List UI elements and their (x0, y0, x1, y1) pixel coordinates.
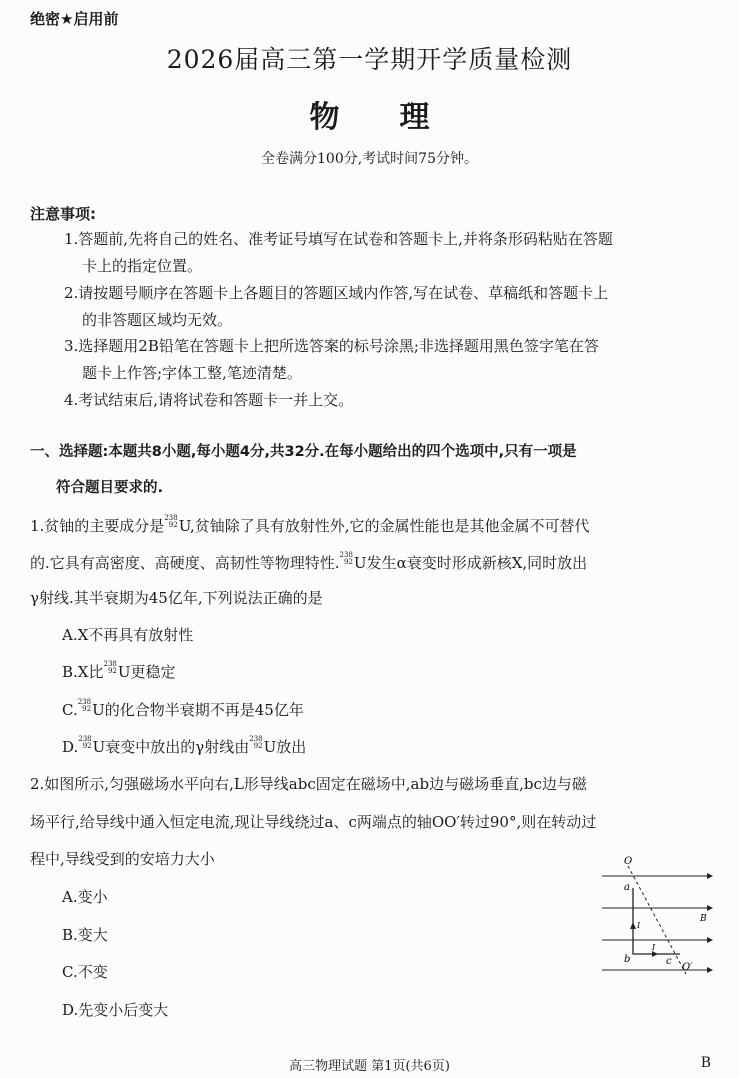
isotope-notation: 238 92 (164, 514, 178, 529)
label-b-field: B (700, 914, 707, 924)
subject-char-1: 物 (309, 100, 340, 135)
label-o: O (624, 856, 633, 867)
q2-line-3: 程中,导线受到的安培力大小 (30, 850, 215, 868)
label-b: b (624, 954, 631, 965)
notice-line: 卡上的指定位置。 (82, 257, 203, 275)
q2-option-b: B.变大 (62, 926, 108, 944)
subject-char-2: 理 (399, 100, 430, 135)
isotope-notation: 238 92 (77, 698, 92, 713)
label-o-prime: O′ (682, 962, 693, 973)
score-info: 全卷满分100分,考试时间75分钟。 (261, 151, 478, 167)
isotope-notation: 238 92 (249, 735, 263, 750)
notice-line: 题卡上作答;字体工整,笔迹清楚。 (82, 364, 302, 382)
axis-line (628, 866, 686, 974)
section-heading: 一、选择题:本题共8小题,每小题4分,共32分.在每小题给出的四个选项中,只有一项是 (30, 444, 577, 460)
section-heading-cont: 符合题目要求的. (56, 480, 164, 496)
q1-option-d: D. 238 92 U衰变中放出的γ射线由 238 92 U放出 (62, 735, 307, 756)
label-c: c (666, 956, 672, 967)
isotope-notation: 238 92 (78, 735, 92, 750)
current-arrow (630, 922, 636, 929)
notice-line: 4.考试结束后,请将试卷和答题卡一并上交。 (64, 391, 354, 409)
q2-option-c: C.不变 (62, 963, 108, 981)
notice-line: 2.请按题号顺序在答题卡上各题目的答题区域内作答,写在试卷、草稿纸和答题卡上 (64, 284, 609, 302)
q1-option-b: B.X比 238 92 U更稳定 (62, 660, 176, 681)
page-footer: 高三物理试题 第1页(共6页) (289, 1059, 450, 1074)
q2-line-1: 2.如图所示,匀强磁场水平向右,L形导线abc固定在磁场中,ab边与磁场垂直,bc边与磁 (30, 775, 587, 793)
q1-line-3: γ射线.其半衰期为45亿年,下列说法正确的是 (30, 589, 323, 607)
q2-line-2: 场平行,给导线中通入恒定电流,现让导线绕过a、c两端点的轴OO′转过90°,则在转动过 (30, 813, 597, 831)
q2-option-a: A.变小 (62, 888, 108, 906)
q1-option-c: C. 238 92 U的化合物半衰期不再是45亿年 (62, 698, 304, 719)
notice-line: 3.选择题用2B铅笔在答题卡上把所选答案的标号涂黑;非选择题用黑色签字笔在答 (64, 337, 599, 355)
isotope-notation: 238 92 (339, 551, 353, 566)
q1-line-1: 1.贫铀的主要成分是 238 92 U,贫铀除了具有放射性外,它的金属性能也是其他金属不可替代 (30, 514, 590, 535)
q1-option-a: A.X不再具有放射性 (62, 626, 194, 644)
notice-title: 注意事项: (30, 205, 96, 223)
q1-line-2: 的.它具有高密度、高硬度、高韧性等物理特性. 238 92 U发生α衰变时形成新核X,同时放出 (30, 551, 588, 572)
label-current-2: I (652, 943, 656, 952)
subject-title (0, 92, 739, 136)
secret-label: 绝密★启用前 (30, 10, 119, 28)
magnetic-field-diagram (598, 850, 718, 980)
label-current-1: I (637, 921, 641, 930)
label-a: a (624, 882, 630, 893)
notice-line: 的非答题区域均无效。 (82, 311, 233, 329)
paper-version-mark: B (700, 1055, 711, 1071)
q2-option-d: D.先变小后变大 (62, 1001, 169, 1019)
isotope-notation: 238 92 (103, 660, 117, 675)
exam-title: 2026届高三第一学期开学质量检测 (166, 45, 573, 74)
notice-line: 1.答题前,先将自己的姓名、准考证号填写在试卷和答题卡上,并将条形码粘贴在答题 (64, 230, 613, 248)
